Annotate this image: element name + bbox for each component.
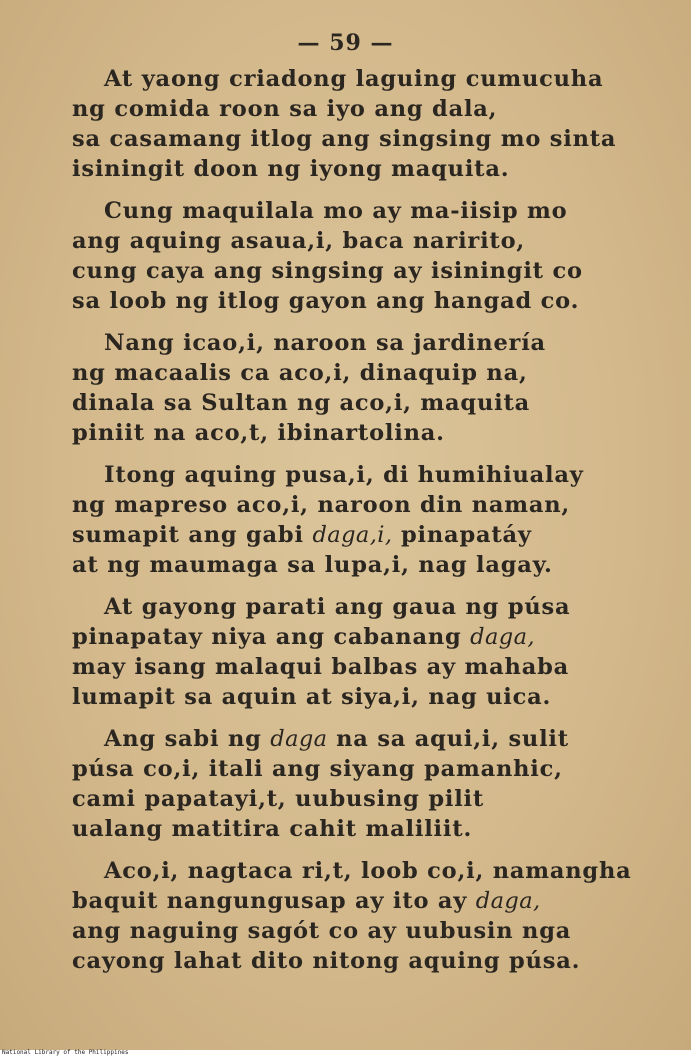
verse-line: ng comida roon sa iyo ang dala, [72,96,498,122]
verse-line: ang naguing sagót co ay uubusin nga [72,918,572,944]
verse-line: cami papatayi,t, uubusing pilit [72,786,485,812]
verse-line: ang aquing asaua,i, baca naririto, [72,228,526,254]
stanza [0,196,691,316]
footer-bar [0,1050,691,1058]
verse-line: pinapatay niya ang cabanang daga, [72,624,535,650]
verse-line: cayong lahat dito nitong aquing púsa. [72,948,581,974]
italic-word: daga [270,726,328,752]
stanza [0,460,691,580]
footer-credit: National Library of the Philippines [2,1049,129,1056]
italic-word: daga, [470,624,535,650]
verse-line: isiningit doon ng iyong maquita. [72,156,510,182]
verse-line: sa loob ng itlog gayon ang hangad co. [72,288,580,314]
italic-word: daga,i, [312,522,393,548]
verse-line: may isang malaqui balbas ay mahaba [72,654,569,680]
verse-line: dinala sa Sultan ng aco,i, maquita [72,390,531,416]
verse-line: ng macaalis ca aco,i, dinaquip na, [72,360,528,386]
verse-line: At yaong criadong laguing cumucuha [104,66,604,92]
verse-line: sumapit ang gabi daga,i, pinapatáy [72,522,532,548]
verse-line: lumapit sa aquin at siya,i, nag uica. [72,684,552,710]
stanza [0,328,691,448]
stanza [0,724,691,844]
verse-line: cung caya ang singsing ay isiningit co [72,258,583,284]
verse-line: at ng maumaga sa lupa,i, nag lagay. [72,552,553,578]
stanza [0,856,691,976]
stanza [0,592,691,712]
verse-line: baquit nangungusap ay ito ay daga, [72,888,541,914]
verse-line: ualang matitira cahit maliliit. [72,816,473,842]
italic-word: daga, [475,888,541,914]
verse-line: Aco,i, nagtaca ri,t, loob co,i, namangha [104,858,632,884]
stanza [0,64,691,184]
verse-line: ng mapreso aco,i, naroon din naman, [72,492,571,518]
page-number: — 59 — [297,30,394,56]
verse-line: púsa co,i, itali ang siyang pamanhic, [72,756,563,782]
verse-line: Itong aquing pusa,i, di humihiualay [104,462,584,488]
verse-line: Nang icao,i, naroon sa jardinería [104,330,546,356]
verse-line: piniit na aco,t, ibinartolina. [72,420,445,446]
poem-body [0,64,691,988]
verse-line: Ang sabi ng daga na sa aqui,i, sulit [104,726,569,752]
verse-line: At gayong parati ang gaua ng púsa [104,594,571,620]
verse-line: sa casamang itlog ang singsing mo sinta [72,126,617,152]
verse-line: Cung maquilala mo ay ma-iisip mo [104,198,568,224]
